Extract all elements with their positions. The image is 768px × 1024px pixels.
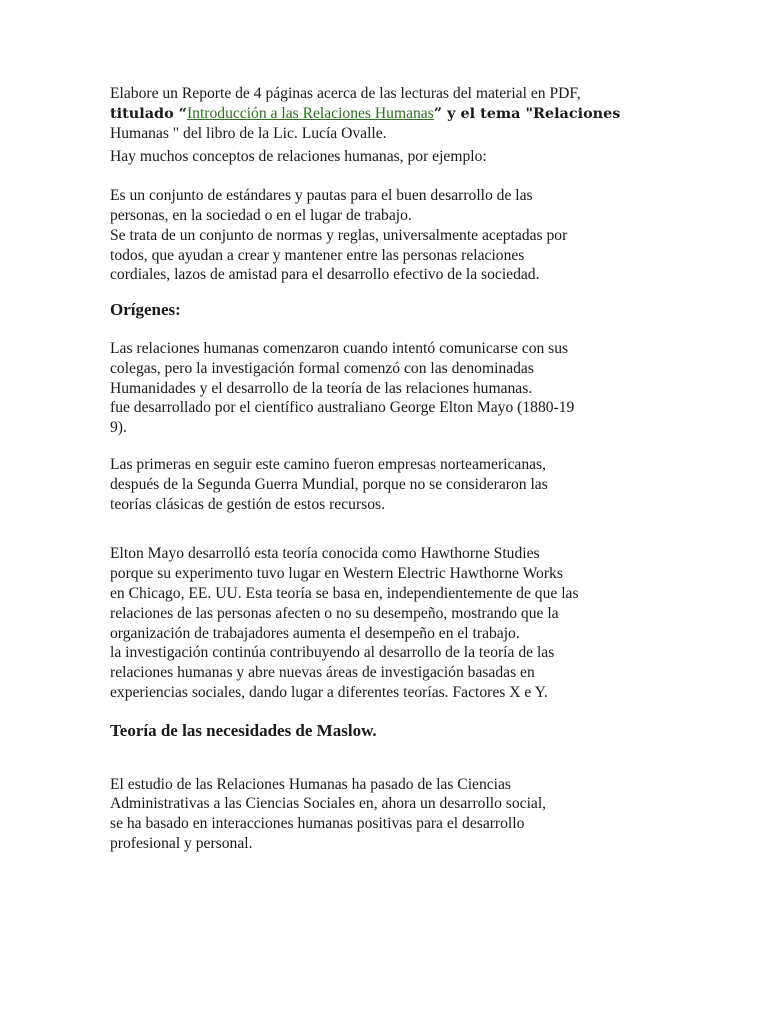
concepts-intro-line: Hay muchos conceptos de relaciones humanas, por ejemplo: — [110, 148, 487, 166]
maslow-line: profesional y personal. — [110, 834, 253, 852]
origins-paragraph-3 — [110, 544, 670, 702]
concepts-line: cordiales, lazos de amistad para el desarrollo efectivo de la sociedad. — [110, 266, 540, 284]
origins-p1-line: 9). — [110, 419, 127, 437]
origins-paragraph-1 — [110, 339, 670, 438]
intro-line-3: Humanas " del libro de la Lic. Lucía Ovalle. — [110, 124, 387, 142]
intro-line-2 — [110, 104, 670, 124]
concepts-line: Es un conjunto de estándares y pautas para el buen desarrollo de las — [110, 187, 533, 205]
origins-p3-line: porque su experimento tuvo lugar en Western Electric Hawthorne Works — [110, 565, 563, 583]
intro-line-2-suffix: ” y el tema "Relaciones — [433, 104, 621, 122]
origins-p2-line: después de la Segunda Guerra Mundial, porque no se consideraron las — [110, 475, 548, 493]
concepts-intro — [110, 147, 670, 167]
maslow-line: El estudio de las Relaciones Humanas ha pasado de las Ciencias — [110, 775, 511, 793]
origins-paragraph-2 — [110, 455, 670, 514]
origins-p3-line: relaciones de las personas afecten o no su desempeño, mostrando que la — [110, 604, 559, 622]
origins-p3-line: experiencias sociales, dando lugar a diferentes teorías. Factores X e Y. — [110, 683, 548, 701]
pdf-title-link[interactable]: Introducción a las Relaciones Humanas — [186, 104, 434, 122]
intro-line-2-prefix: titulado “ — [110, 104, 187, 122]
concepts-line: personas, en la sociedad o en el lugar de trabajo. — [110, 206, 412, 224]
origins-heading: Orígenes: — [110, 300, 181, 320]
maslow-line: Administrativas a las Ciencias Sociales en, ahora un desarrollo social, — [110, 795, 547, 813]
origins-p3-line: la investigación continúa contribuyendo al desarrollo de la teoría de las — [110, 644, 555, 662]
origins-p1-line: fue desarrollado por el científico australiano George Elton Mayo (1880-19 — [110, 399, 575, 417]
concepts-line: Se trata de un conjunto de normas y reglas, universalmente aceptadas por — [110, 226, 568, 244]
origins-p3-line: en Chicago, EE. UU. Esta teoría se basa en, independientemente de que las — [110, 584, 579, 602]
intro-line-1: Elabore un Reporte de 4 páginas acerca de las lecturas del material en PDF, — [110, 85, 581, 102]
origins-p1-line: Las relaciones humanas comenzaron cuando intentó comunicarse con sus — [110, 339, 569, 357]
maslow-paragraph — [110, 775, 670, 854]
origins-p3-line: organización de trabajadores aumenta el desempeño en el trabajo. — [110, 624, 520, 642]
maslow-line: se ha basado en interacciones humanas positivas para el desarrollo — [110, 815, 525, 833]
origins-p1-line: colegas, pero la investigación formal comenzó con las denominadas — [110, 359, 534, 377]
concepts-paragraph — [110, 186, 670, 285]
origins-p1-line: Humanidades y el desarrollo de la teoría de las relaciones humanas. — [110, 379, 533, 397]
origins-p3-line: relaciones humanas y abre nuevas áreas de investigación basadas en — [110, 664, 535, 682]
document-page — [110, 84, 670, 854]
concepts-line: todos, que ayudan a crear y mantener entre las personas relaciones — [110, 246, 525, 264]
maslow-heading: Teoría de las necesidades de Maslow. — [110, 720, 377, 740]
origins-p2-line: teorías clásicas de gestión de estos recursos. — [110, 495, 385, 513]
origins-p2-line: Las primeras en seguir este camino fueron empresas norteamericanas, — [110, 455, 547, 473]
intro-paragraph — [110, 84, 670, 143]
origins-p3-line: Elton Mayo desarrolló esta teoría conocida como Hawthorne Studies — [110, 545, 540, 563]
